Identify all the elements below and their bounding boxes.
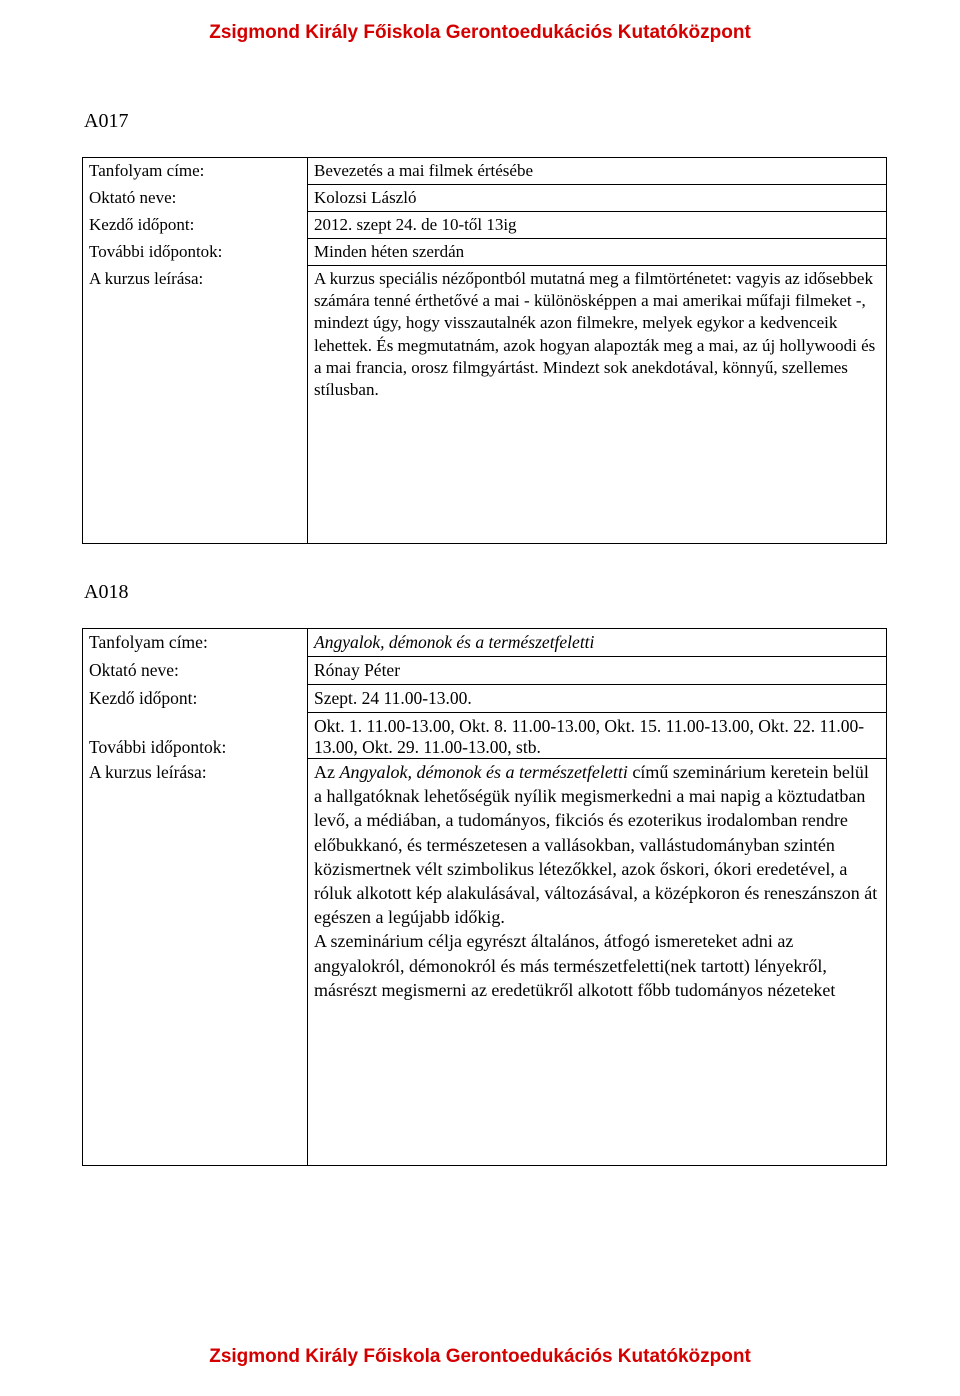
label-title: Tanfolyam címe:: [83, 158, 308, 185]
description-prefix: Az: [314, 762, 340, 782]
course-title: Bevezetés a mai filmek értésébe: [308, 158, 887, 185]
course-table-a018: [82, 628, 887, 1166]
course-code-a018: A018: [84, 581, 129, 603]
course-description: [308, 759, 887, 1166]
description-rest: című szeminárium keretein belül a hallgatóknak lehetőségük nyílik megismerkedni a mai napig a köztudatban levő, a médiában, a tudományos, fikciós és ezoterikus irodalomban rendre előbukkanó, és természetesen a vallásokban, vallástudományban szintén közismertnek vélt szimbolikus létezőkkel, azok őskori, ókori eredetével, a róluk alkotott kép alakulásával, változásával, a középkoron és reneszánszon át egészen a legújabb időkig.: [314, 762, 878, 928]
course-teacher: Rónay Péter: [308, 657, 887, 685]
header-banner: Zsigmond Király Főiskola Gerontoedukációs Kutatóközpont: [209, 22, 751, 43]
label-title: Tanfolyam címe:: [83, 629, 308, 657]
label-teacher: Oktató neve:: [83, 657, 308, 685]
description-italic-title: Angyalok, démonok és a természetfeletti: [339, 762, 628, 782]
course-more-dates: Okt. 1. 11.00-13.00, Okt. 8. 11.00-13.00, Okt. 15. 11.00-13.00, Okt. 22. 11.00-13.00, Okt. 29. 11.00-13.00, stb.: [308, 713, 887, 759]
course-more-dates: Minden héten szerdán: [308, 239, 887, 266]
description-second: A szeminárium célja egyrészt általános, átfogó ismereteket adni az angyalokról, démonokról és más természetfeletti(nek tartott) lényekről, másrészt megismerni az eredetükről alkotott főbb tudományos nézeteket: [314, 931, 836, 1000]
course-start: Szept. 24 11.00-13.00.: [308, 685, 887, 713]
label-more-dates: További időpontok:: [83, 713, 308, 759]
label-more-dates: További időpontok:: [83, 239, 308, 266]
footer-banner: Zsigmond Király Főiskola Gerontoedukációs Kutatóközpont: [209, 1346, 751, 1367]
label-start: Kezdő időpont:: [83, 685, 308, 713]
label-teacher: Oktató neve:: [83, 185, 308, 212]
label-description: A kurzus leírása:: [83, 266, 308, 544]
course-start: 2012. szept 24. de 10-től 13ig: [308, 212, 887, 239]
course-title: [308, 629, 887, 657]
course-table-a017: [82, 157, 887, 544]
course-code-a017: A017: [84, 110, 129, 132]
course-teacher: Kolozsi László: [308, 185, 887, 212]
course-description: A kurzus speciális nézőpontból mutatná meg a filmtörténetet: vagyis az idősebbek számára tenné érthetővé a mai - különösképpen a mai amerikai műfaji filmeket -, mindezt úgy, hogy visszautalnék azon filmekre, melyek egykor a kedvenceik lehettek. És megmutatnám, azok hogyan alapozták meg a mai, az új hollywoodi és a mai francia, orosz filmgyártást. Mindezt sok anekdotával, könnyű, szellemes stílusban.: [308, 266, 887, 544]
label-description: A kurzus leírása:: [83, 759, 308, 1166]
label-start: Kezdő időpont:: [83, 212, 308, 239]
course-title-text: Angyalok, démonok és a természetfeletti: [314, 632, 595, 652]
